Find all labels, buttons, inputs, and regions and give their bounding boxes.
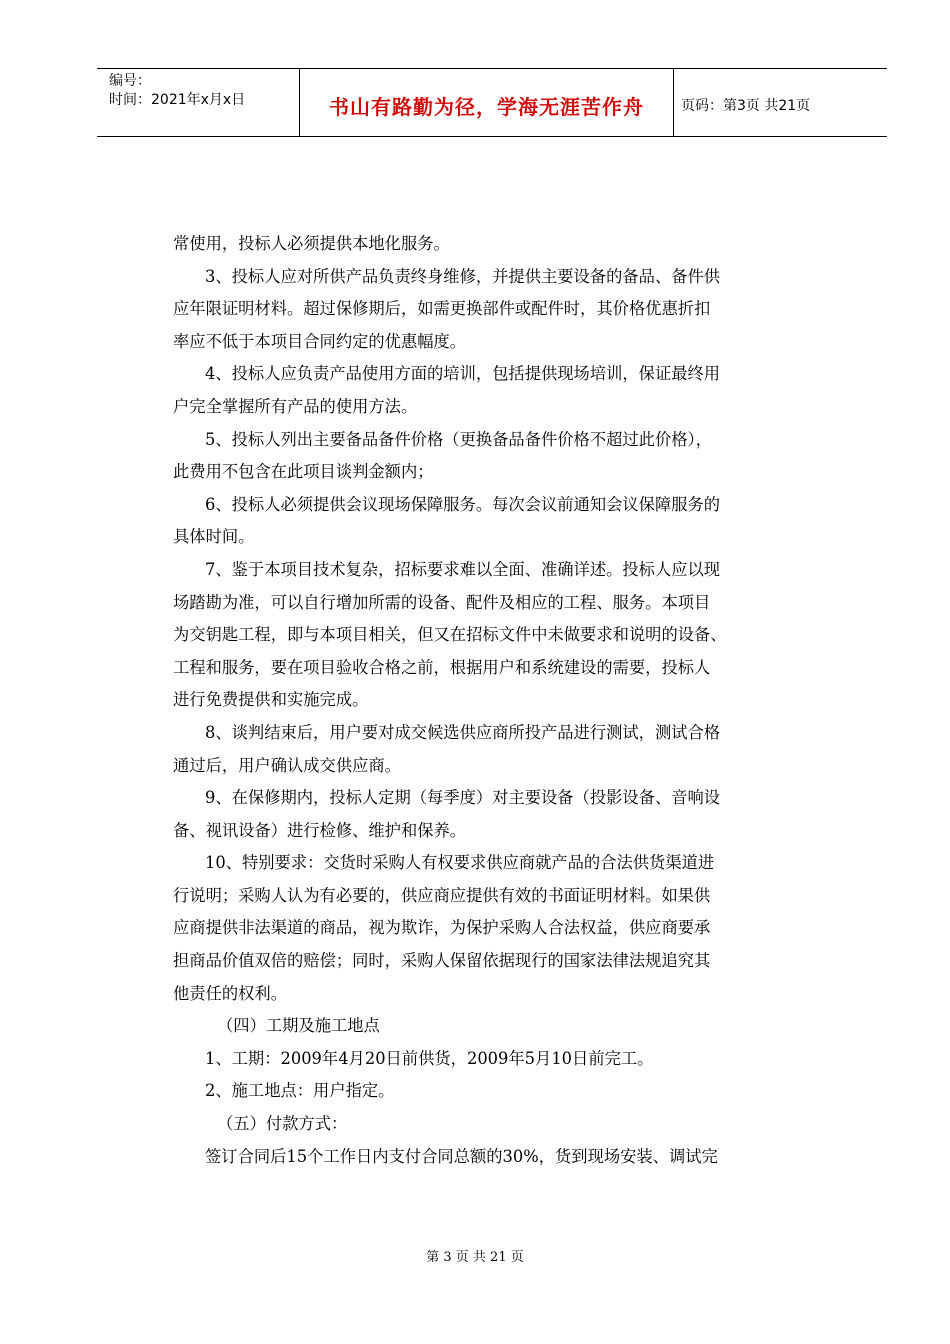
header-motto-cell [299,69,674,136]
motto: 书山有路勤为径，学海无涯苦作舟 [329,95,644,119]
number-label: 编号： [109,73,151,89]
page-label: 页码：第3页 共21页 [681,98,811,114]
text-line: 备、视讯设备）进行检修、维护和保养。 [173,820,467,840]
section-heading: （四）工期及施工地点 [217,1016,380,1036]
text-line: 常使用，投标人必须提供本地化服务。 [173,234,450,253]
text-line: 通过后，用户确认成交供应商。 [173,755,401,775]
text-line: 具体时间。 [173,527,255,547]
text-line: 应商提供非法渠道的商品，视为欺诈，为保护采购人合法权益，供应商要承 [173,918,711,938]
text-line: 行说明；采购人认为有必要的，供应商应提供有效的书面证明材料。如果供 [173,885,711,905]
text-line: 签订合同后15个工作日内支付合同总额的30%，货到现场安装、调试完 [205,1146,718,1166]
text-line: 2、施工地点：用户指定。 [205,1081,395,1101]
text-line: 4、投标人应负责产品使用方面的培训，包括提供现场培训，保证最终用 [205,364,721,384]
header-meta-cell [97,69,299,136]
text-line: 3、投标人应对所供产品负责终身维修，并提供主要设备的备品、备件供 [205,266,721,286]
text-line: 应年限证明材料。超过保修期后，如需更换部件或配件时，其价格优惠折扣 [173,299,711,319]
text-line: 1、工期：2009年4月20日前供货，2009年5月10日前完工。 [205,1048,654,1068]
section-heading: （五）付款方式： [217,1114,348,1134]
text-line: 10、特别要求：交货时采购人有权要求供应商就产品的合法供货渠道进 [205,853,715,873]
page-footer: 第 3 页 共 21 页 [426,1250,524,1265]
text-line: 8、谈判结束后，用户要对成交候选供应商所投产品进行测试，测试合格 [205,722,721,742]
text-line: 6、投标人必须提供会议现场保障服务。每次会议前通知会议保障服务的 [205,494,721,514]
document-body [173,228,823,1173]
text-line: 担商品价值双倍的赔偿；同时，采购人保留依据现行的国家法律法规追究其 [173,951,711,971]
text-line: 户完全掌握所有产品的使用方法。 [173,396,418,416]
text-line: 7、鉴于本项目技术复杂，招标要求难以全面、准确详述。投标人应以现 [205,559,721,579]
text-line: 工程和服务，要在项目验收合格之前，根据用户和系统建设的需要，投标人 [173,657,711,677]
header-page-cell [673,69,887,136]
text-line: 他责任的权利。 [173,983,287,1003]
text-line: 9、在保修期内，投标人定期（每季度）对主要设备（投影设备、音响设 [205,788,721,808]
text-line: 此费用不包含在此项目谈判金额内； [173,462,434,482]
text-line: 率应不低于本项目合同约定的优惠幅度。 [173,331,467,351]
time-label: 时间：2021年x月x日 [109,92,246,108]
text-line: 场踏勘为准，可以自行增加所需的设备、配件及相应的工程、服务。本项目 [173,592,711,612]
text-line: 5、投标人列出主要备品备件价格（更换备品备件价格不超过此价格）， [205,429,712,449]
page-header [97,68,887,137]
text-line: 为交钥匙工程，即与本项目相关，但又在招标文件中未做要求和说明的设备、 [173,625,727,645]
text-line: 进行免费提供和实施完成。 [173,690,369,710]
